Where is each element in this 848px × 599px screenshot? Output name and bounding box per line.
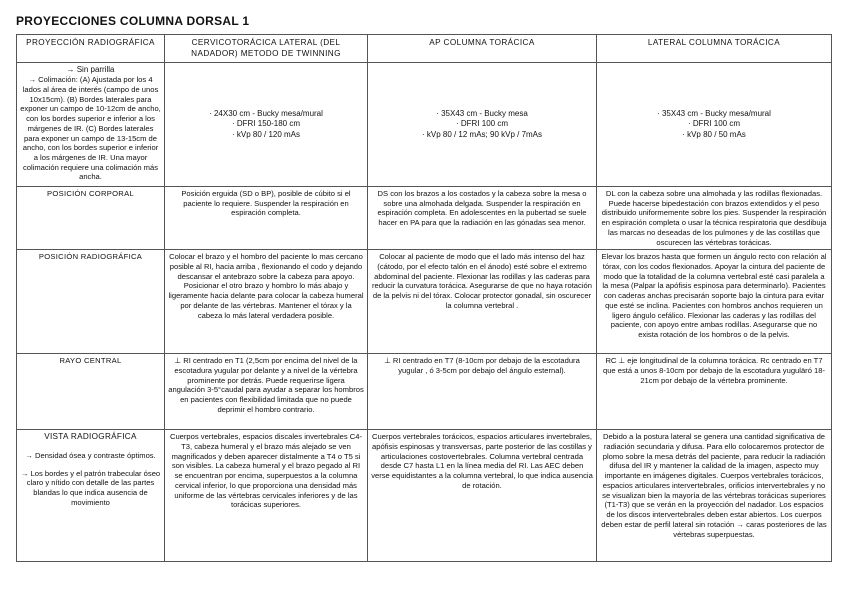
header-lateral-thoracic: LATERAL COLUMNA TORÁCICA [597, 35, 832, 63]
grid-note: → Sin parrilla [66, 65, 115, 74]
trabecular-pattern-note: → Los bordes y el patrón trabecular óseo claro y nítido con detalle de las partes blandas lo que indica ausencia de movimiento [20, 468, 161, 507]
projections-table [16, 34, 832, 562]
sid: · DFRI 150-180 cm [231, 119, 301, 129]
cervicothoracic-technique [165, 63, 368, 187]
technique-cell [17, 63, 165, 187]
header-ap-thoracic: AP COLUMNA TORÁCICA [368, 35, 597, 63]
collimation-note: → Colimación: (A) Ajustada por los 4 lados al área de interés (campo de unos 10x15cm). (B) Bordes laterales para exponer un campo de 10-12cm de ancho, con los bordes superior e inferior a los márgenes de IR. (C) Bordes laterales para exponer un campo de 13-15cm de ancho, con los bordes superior e inferior a los márgenes de IR. Una mayor colimación requiere una colimación más ancha. [20, 75, 161, 182]
radiographic-view-cell [17, 430, 165, 562]
ir-size: · 35X43 cm - Bucky mesa [436, 109, 528, 119]
ir-size: · 24X30 cm - Bucky mesa/mural [209, 109, 323, 119]
sid: · DFRI 100 cm [687, 119, 740, 129]
ap-technique [368, 63, 597, 187]
radiographic-view-lateral: Debido a la postura lateral se genera una cantidad significativa de radiación secundaria y difusa. Para ello colocaremos protector de plomo sobre la mesa detrás del paciente, para reducir la radiación difusa del IR y mantener la calidad de la imagen, aspecto muy importante en imágenes digitales. Cuerpos vertebrales torácicos, espacios articulares intervertebrales, orificios intervertebrales y no se visualizan bien la mayoría de las vértebras torácicas superiores (T1-T3) que se verán en la proyección del nadador. Los espacios de los discos intervertebrales deben estar abiertos. Los cuerpos deben estar de perfil lateral sin rotación → caras posteriores de las vértebras superpuestas. [597, 430, 832, 562]
exposure: · kVp 80 / 50 mAs [682, 129, 746, 139]
exposure: · kVp 80 / 12 mAs; 90 kVp / 7mAs [421, 129, 543, 139]
radiographic-position-label: POSICIÓN RADIOGRÁFICA [17, 250, 165, 354]
central-ray-lateral: RC ⊥ eje longitudinal de la columna torácica. Rc centrado en T7 que está a unos 8-10cm por debajo de la escotadura yuguläró 18-21cm por debajo de la vértebra prominente. [597, 354, 832, 430]
header-projection: PROYECCIÓN RADIOGRÁFICA [17, 35, 165, 63]
density-contrast-note: → Densidad ósea y contraste óptimos. [25, 450, 156, 460]
central-ray-cervicothoracic: ⊥ RI centrado en T1 (2,5cm por encima del nivel de la escotadura yugular por delante y a nivel de la vértebra prominente por detrás. Puede requerirse ligera angulación 3-5°caudal para ayudar a separar los hombros en pacientes con flexibilidad limitada que no puede deprimir el hombro contrario. [165, 354, 368, 430]
table-row-radiographic-view [17, 430, 832, 562]
body-position-label: POSICIÓN CORPORAL [17, 187, 165, 250]
body-position-ap: DS con los brazos a los costados y la cabeza sobre la mesa o sobre una almohada delgada. Suspender la respiración en espiración completa. En adolescentes en la pubertad se suele hacer en PA para que la radiación en las gónadas sea menor. [368, 187, 597, 250]
table-row-central-ray [17, 354, 832, 430]
table-row-technique [17, 63, 832, 187]
body-position-cervicothoracic: Posición erguida (SD o BP), posible de cúbito si el paciente lo requiere. Suspender la respiración en espiración completa. [165, 187, 368, 250]
radiographic-view-cervicothoracic: Cuerpos vertebrales, espacios discales invertebrales C4-T3, cabeza humeral y el brazo más alejado se ven magnificados y deben aparecer distalmente a T4 o T5 si son visibles. La cabeza humeral y el brazo pegado al RI se encuentran por encima, superpuestos a la columna cervical inferior, lo que proporciona una densidad más uniforme de las vértebras cervicales inferiores y de las torácicas superiores. [165, 430, 368, 562]
ir-size: · 35X43 cm - Bucky mesa/mural [657, 109, 771, 119]
lateral-technique [597, 63, 832, 187]
header-cervicothoracic: CERVICOTORÁCICA LATERAL (DEL NADADOR) METODO DE TWINNING [165, 35, 368, 63]
header-row [17, 35, 832, 63]
radiographic-position-ap: Colocar al paciente de modo que el lado más intenso del haz (cátodo, por el efecto talón en el ánodo) esté sobre el extremo abdominal del paciente. Flexionar las rodillas y las caderas para reducir la curvatura torácica. Asegurarse de que no haya rotación de la pelvis ni del tórax. Colocar protector gonadal, sin oscurecer la columna vertebral . [368, 250, 597, 354]
radiographic-position-lateral: Elevar los brazos hasta que formen un ángulo recto con relación al tórax, con los codos flexionados. Apoyar la cintura del paciente de modo que la totalidad de la columna vertebral esté casi paralela a la mesa (Palpar la apófisis espinosa para determinarlo). Pacientes con caderas anchas precisarán soporte bajo la cintura para evitar que esté se inclina. Pacientes con hombros anchos requieren un ligero ángulo cefálico. Flexionar las caderas y las rodillas del paciente, con apoyo entre ambas rodillas. Asegurarse que no exista rotación de los hombros o de la pelvis. [597, 250, 832, 354]
exposure: · kVp 80 / 120 mAs [231, 129, 301, 139]
table-row-body-position [17, 187, 832, 250]
central-ray-ap: ⊥ RI centrado en T7 (8-10cm por debajo de la escotadura yugular , ó 3-5cm por debajo del ángulo esternal). [368, 354, 597, 430]
radiographic-view-ap: Cuerpos vertebrales torácicos, espacios articulares invertebrales, apófisis espinosas y transversas, parte posterior de las costillas y articulaciones costovertebrales. Columna vertebral centrada desde C7 hasta L1 en la línea media del RI. Las AEC deben verse equidistantes a la columna vertebral, lo que indica ausencia de rotación. [368, 430, 597, 562]
body-position-lateral: DL con la cabeza sobre una almohada y las rodillas flexionadas. Puede hacerse bipedestación con brazos extendidos y el peso distribuido uniformemente sobre los pies. Suspender la respiración en espiración completa o usar la técnica respiratoria que desdibuja las marcas no deseadas de los pulmones y de las costillas que oscurecen las vértebras torácicas. [597, 187, 832, 250]
page-title: PROYECCIONES COLUMNA DORSAL 1 [16, 14, 250, 28]
radiographic-position-cervicothoracic: Colocar el brazo y el hombro del paciente lo mas cercano posible al RI, hacia arriba , flexionando el codo y dejando descansar el antebrazo sobre la cabeza para apoyo. Posicionar el otro brazo y hombro lo más abajo y ligeramente hacia delante para colocar la cabeza humeral por delante de las vértebras. Mantener el tórax y la cabeza lo más lateral verdadera posible. [165, 250, 368, 354]
sid: · DFRI 100 cm [455, 119, 508, 129]
table-row-radiographic-position [17, 250, 832, 354]
radiographic-view-label: VISTA RADIOGRÁFICA [44, 432, 137, 442]
central-ray-label: RAYO CENTRAL [17, 354, 165, 430]
